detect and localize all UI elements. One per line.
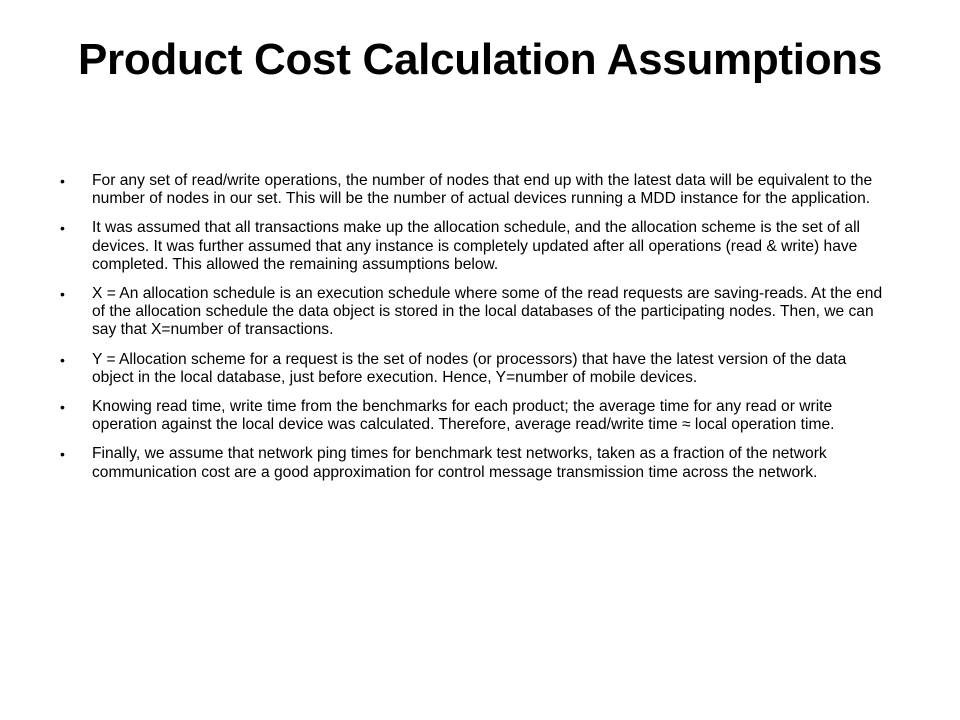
- bullet-item: [60, 172, 884, 208]
- bullet-text: For any set of read/write operations, the number of nodes that end up with the latest data will be equivalent to the number of nodes in our set. This will be the number of actual devices running a MDD instance for the application.: [92, 172, 873, 208]
- bullet-text: It was assumed that all transactions make up the allocation schedule, and the allocation scheme is the set of all devices. It was further assumed that any instance is completely updated after all operations (read & write) have completed. This allowed the remaining assumptions below.: [92, 219, 860, 273]
- bullet-text: X = An allocation schedule is an execution schedule where some of the read requests are saving-reads. At the end of the allocation schedule the data object is stored in the local databases of the participating nodes. Then, we can say that X=number of transactions.: [92, 285, 883, 339]
- bullet-item: [60, 285, 884, 340]
- bullet-icon: •: [60, 351, 65, 368]
- bullet-icon: •: [60, 220, 65, 237]
- bullet-text: Knowing read time, write time from the benchmarks for each product; the average time for any read or write operation against the local device was calculated. Therefore, average read/write time ≈ local operation time.: [92, 398, 835, 434]
- bullet-icon: •: [60, 286, 65, 303]
- bullet-item: [60, 351, 884, 387]
- bullet-text: Y = Allocation scheme for a request is the set of nodes (or processors) that have the latest version of the data object in the local database, just before execution. Hence, Y=number of mobile devices.: [92, 350, 847, 386]
- bullet-item: [60, 445, 884, 481]
- bullet-item: [60, 219, 884, 274]
- bullet-icon: •: [60, 399, 65, 416]
- bullet-text: Finally, we assume that network ping times for benchmark test networks, taken as a fraction of the network communication cost are a good approximation for control message transmission time across the network.: [92, 445, 827, 481]
- bullet-item: [60, 398, 884, 434]
- slide-title: Product Cost Calculation Assumptions: [77, 35, 883, 84]
- bullet-icon: •: [60, 173, 65, 189]
- bullet-list: [60, 172, 884, 493]
- bullet-icon: •: [60, 446, 65, 463]
